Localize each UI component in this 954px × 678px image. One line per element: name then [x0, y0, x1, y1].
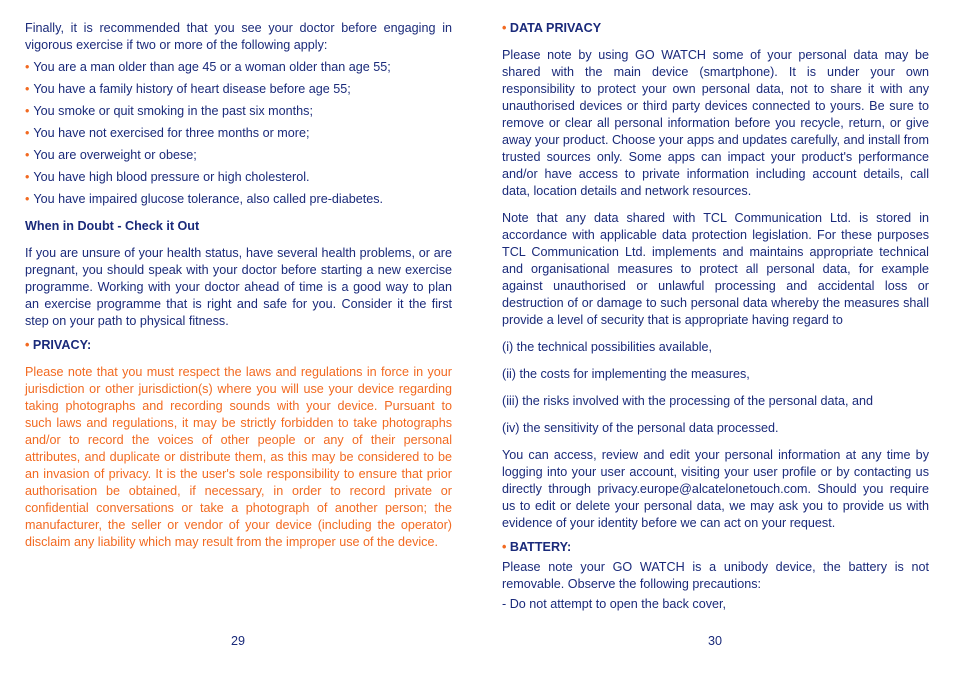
list-item: (iv) the sensitivity of the personal data processed. — [502, 421, 779, 435]
data-privacy-heading: • DATA PRIVACY — [502, 21, 602, 35]
list-item: • You have not exercised for three months or more; — [25, 126, 310, 140]
privacy-text: Please note that you must respect the laws and regulations in force in your jurisdiction or other jurisdiction(s) where you will use your device regarding taking photographs and recording sounds with your device. Pursuant to such laws and regulations, it may be strictly forbidden to take photographs and/or to record the voices of other people or any of their personal attributes, and duplicate or distribute them, as this may be considered to be an invasion of privacy. It is the user's sole responsibility to ensure that prior authorisation be obtained, if necessary, in order to record private or confidential conversations or take a photograph of another person; the manufacturer, the seller or vendor of your device (including the operator) disclaim any liability which may result from the improper use of the device. — [25, 365, 452, 549]
page-number-left: 29 — [230, 634, 245, 648]
list-item: (ii) the costs for implementing the measures, — [502, 367, 750, 381]
list-item: • You are overweight or obese; — [25, 148, 197, 162]
right-page — [502, 20, 929, 613]
list-item: (i) the technical possibilities available, — [502, 340, 712, 354]
battery-heading: • BATTERY: — [502, 540, 572, 554]
privacy-heading: • PRIVACY: — [25, 338, 92, 352]
left-page — [25, 20, 452, 551]
page-number-right: 30 — [707, 634, 722, 648]
data-privacy-para-1: Please note by using GO WATCH some of your personal data may be shared with the main device (smartphone). It is under your own responsibility to protect your own personal data, not to share it with any unauthorised devices or third party devices connected to yours. Be sure to remove or clear all personal information before you recycle, return, or give away your product. Choose your apps and updates carefully, and install from trusted sources only. Some apps can impact your product's performance and/or have access to private information including account details, call data, location details and network resources. — [502, 48, 929, 198]
list-item: • You have impaired glucose tolerance, also called pre-diabetes. — [25, 192, 384, 206]
data-privacy-para-3: You can access, review and edit your personal information at any time by logging into your user account, visiting your user profile or by contacting us directly through privacy.europe@alcatelonetouch.com. Should you require us to edit or delete your personal data, we may ask you to provide us with evidence of your identity before we can act on your request. — [502, 448, 929, 530]
list-item: (iii) the risks involved with the processing of the personal data, and — [502, 394, 874, 408]
battery-item: - Do not attempt to open the back cover, — [502, 597, 727, 611]
list-item: • You smoke or quit smoking in the past six months; — [25, 104, 313, 118]
data-privacy-para-2: Note that any data shared with TCL Communication Ltd. is stored in accordance with applicable data protection legislation. For these purposes TCL Communication Ltd. implements and maintains appropriate technical and organisational measures to protect all personal data, for example against unauthorised or unlawful processing and accidental loss or destruction of or damage to such personal data whereby the measures shall provide a level of security that is appropriate having regard to — [502, 211, 929, 327]
battery-text: Please note your GO WATCH is a unibody device, the battery is not removable. Observe the following precautions: — [502, 560, 929, 591]
exercise-intro: Finally, it is recommended that you see your doctor before engaging in vigorous exercise if two or more of the following apply: — [25, 21, 452, 52]
list-item: • You have high blood pressure or high cholesterol. — [25, 170, 310, 184]
list-item: • You are a man older than age 45 or a woman older than age 55; — [25, 60, 391, 74]
risk-factor-list — [25, 59, 452, 208]
list-item: • You have a family history of heart disease before age 55; — [25, 82, 351, 96]
doubt-heading: When in Doubt - Check it Out — [25, 219, 200, 233]
doubt-text: If you are unsure of your health status, have several health problems, or are pregnant, you should speak with your doctor before starting a new exercise programme. Working with your doctor ahead of time is a good way to plan an exercise programme that is right and safe for you. Consider it the first step on your path to physical fitness. — [25, 246, 452, 328]
